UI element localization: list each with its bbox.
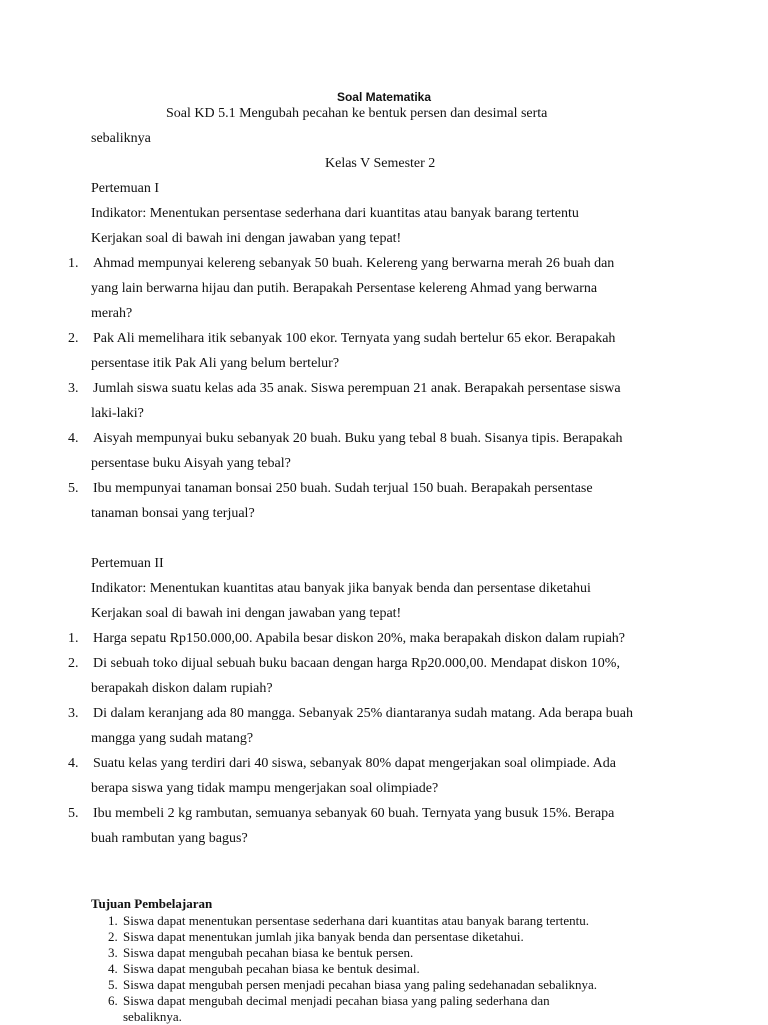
section1-question-text-line: laki-laki? bbox=[91, 406, 144, 421]
section2-question-text-line: berapakah diskon dalam rupiah? bbox=[91, 681, 273, 696]
section1-question-number: 4. bbox=[68, 431, 79, 446]
section1-question-number: 5. bbox=[68, 481, 79, 496]
section2-question-text-line: Ibu membeli 2 kg rambutan, semuanya sebanyak 60 buah. Ternyata yang busuk 15%. Berapa bbox=[93, 806, 615, 821]
section1-question-text-line: merah? bbox=[91, 306, 133, 321]
objectives-heading: Tujuan Pembelajaran bbox=[91, 896, 213, 911]
subtitle-line-2: sebaliknya bbox=[91, 131, 151, 146]
objective-text-line: Siswa dapat menentukan persentase sederhana dari kuantitas atau banyak barang tertentu. bbox=[123, 913, 590, 928]
section1-question-text-line: persentase itik Pak Ali yang belum bertelur? bbox=[91, 356, 340, 371]
section1-question-text-line: Aisyah mempunyai buku sebanyak 20 buah. Buku yang tebal 8 buah. Sisanya tipis. Berapakah bbox=[93, 431, 623, 446]
section1-question-text-line: persentase buku Aisyah yang tebal? bbox=[91, 456, 291, 471]
section1-question-number: 3. bbox=[68, 381, 79, 396]
section2-instruction: Kerjakan soal di bawah ini dengan jawaban yang tepat! bbox=[91, 606, 402, 621]
section1-question-text-line: Pak Ali memelihara itik sebanyak 100 ekor. Ternyata yang sudah bertelur 65 ekor. Berapakah bbox=[93, 331, 616, 346]
section1-indicator: Indikator: Menentukan persentase sederhana dari kuantitas atau banyak barang tertentu bbox=[91, 206, 579, 221]
objective-text-line: Siswa dapat mengubah decimal menjadi pecahan biasa yang paling sederhana dan bbox=[123, 993, 550, 1008]
section1-instruction: Kerjakan soal di bawah ini dengan jawaban yang tepat! bbox=[91, 231, 402, 246]
section2-question-text-line: Di sebuah toko dijual sebuah buku bacaan dengan harga Rp20.000,00. Mendapat diskon 10%, bbox=[93, 656, 620, 671]
section1-question-text-line: Ibu mempunyai tanaman bonsai 250 buah. Sudah terjual 150 buah. Berapakah persentase bbox=[93, 481, 593, 496]
objective-text-line: sebaliknya. bbox=[123, 1009, 182, 1024]
section2-question-number: 5. bbox=[68, 806, 79, 821]
section2-question-text-line: berapa siswa yang tidak mampu mengerjakan soal olimpiade? bbox=[91, 781, 439, 796]
objective-number: 1. bbox=[108, 913, 118, 928]
objective-text-line: Siswa dapat mengubah pecahan biasa ke bentuk desimal. bbox=[123, 961, 420, 976]
section2-question-number: 2. bbox=[68, 656, 79, 671]
section2-question-text-line: Di dalam keranjang ada 80 mangga. Sebanyak 25% diantaranya sudah matang. Ada berapa buah bbox=[93, 706, 633, 721]
section2-heading: Pertemuan II bbox=[91, 556, 164, 571]
section1-question-number: 2. bbox=[68, 331, 79, 346]
objective-text-line: Siswa dapat mengubah pecahan biasa ke bentuk persen. bbox=[123, 945, 414, 960]
subtitle-line-1: Soal KD 5.1 Mengubah pecahan ke bentuk persen dan desimal serta bbox=[166, 106, 548, 121]
objective-number: 3. bbox=[108, 945, 118, 960]
section2-question-text-line: mangga yang sudah matang? bbox=[91, 731, 254, 746]
section1-question-text-line: Jumlah siswa suatu kelas ada 35 anak. Siswa perempuan 21 anak. Berapakah persentase siswa bbox=[93, 381, 621, 396]
section1-question-text-line: yang lain berwarna hijau dan putih. Berapakah Persentase kelereng Ahmad yang berwarna bbox=[91, 281, 598, 296]
document-title: Soal Matematika bbox=[336, 90, 432, 104]
section1-heading: Pertemuan I bbox=[91, 181, 160, 196]
objective-number: 6. bbox=[108, 993, 118, 1008]
section2-question-number: 1. bbox=[68, 631, 79, 646]
objective-number: 2. bbox=[108, 929, 118, 944]
objective-number: 4. bbox=[108, 961, 118, 976]
class-line: Kelas V Semester 2 bbox=[325, 156, 436, 171]
section2-question-number: 3. bbox=[68, 706, 79, 721]
section2-indicator: Indikator: Menentukan kuantitas atau banyak jika banyak benda dan persentase diketahui bbox=[91, 581, 591, 596]
section1-question-text-line: tanaman bonsai yang terjual? bbox=[91, 506, 255, 521]
section2-question-text-line: Harga sepatu Rp150.000,00. Apabila besar diskon 20%, maka berapakah diskon dalam rupiah? bbox=[93, 631, 625, 646]
objective-text-line: Siswa dapat mengubah persen menjadi pecahan biasa yang paling sedehanadan sebaliknya. bbox=[123, 977, 597, 992]
objective-text-line: Siswa dapat menentukan jumlah jika banyak benda dan persentase diketahui. bbox=[123, 929, 524, 944]
section1-question-number: 1. bbox=[68, 256, 79, 271]
section1-question-text-line: Ahmad mempunyai kelereng sebanyak 50 buah. Kelereng yang berwarna merah 26 buah dan bbox=[93, 256, 615, 271]
section2-question-number: 4. bbox=[68, 756, 79, 771]
section2-question-text-line: Suatu kelas yang terdiri dari 40 siswa, sebanyak 80% dapat mengerjakan soal olimpiade. Ada bbox=[93, 756, 616, 771]
objective-number: 5. bbox=[108, 977, 118, 992]
section2-question-text-line: buah rambutan yang bagus? bbox=[91, 831, 248, 846]
